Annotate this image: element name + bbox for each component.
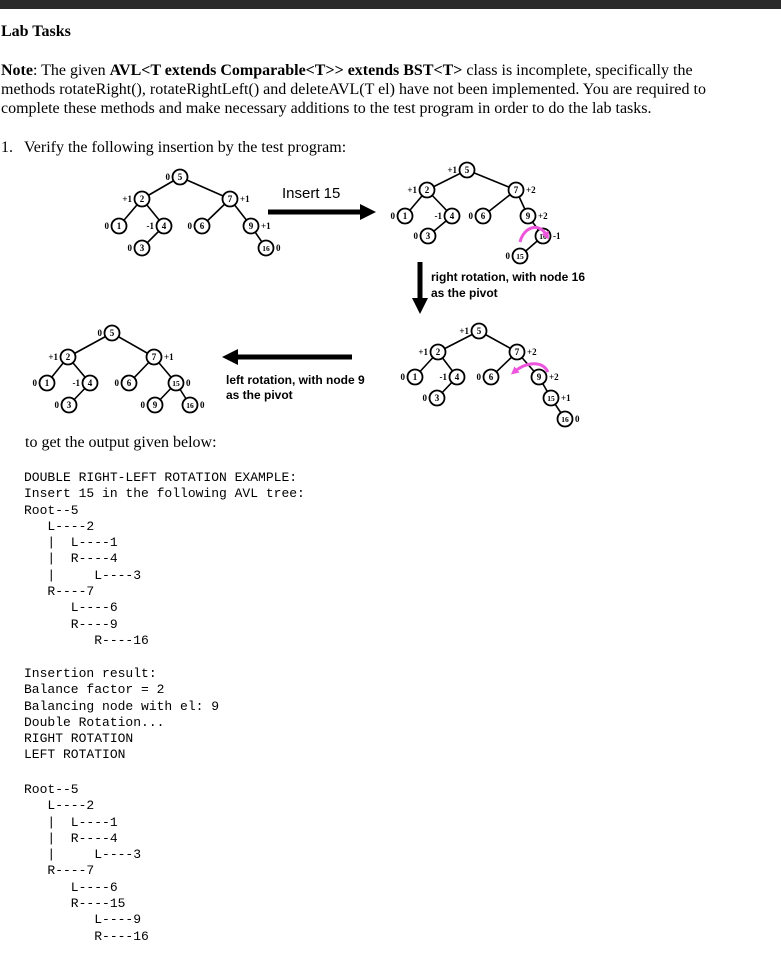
console-output-initial-tree: DOUBLE RIGHT-LEFT ROTATION EXAMPLE: Insert 15 in the following AVL tree: Root--5 L----2 | L----1 | R----4 | L----3 R----7 L----6 R----9 R----16	[24, 470, 305, 648]
note-text-2: class is incomplete, specifically the	[462, 62, 693, 79]
balance-factor: 0	[413, 231, 418, 241]
balance-factor: +2	[526, 185, 536, 195]
console-output-final-tree: Root--5 L----2 | L----1 | R----4 | L----3 R----7 L----6 R----15 L----9 R----16	[24, 782, 149, 944]
output-lead-text: to get the output given below:	[25, 434, 217, 451]
node-value: 6	[126, 378, 132, 388]
balance-factor: -1	[439, 372, 447, 382]
node-value: 2	[65, 352, 71, 362]
node-value: 7	[227, 194, 233, 204]
node-value: 9	[152, 400, 158, 410]
node-value: 9	[525, 211, 531, 221]
node-value: 6	[488, 372, 494, 382]
node-value: 1	[116, 221, 122, 231]
balance-factor: -1	[434, 211, 442, 221]
node-value: 9	[248, 221, 254, 231]
tree-initial	[105, 170, 282, 256]
node-value: 4	[449, 211, 455, 221]
balance-factor: -1	[146, 221, 154, 231]
balance-factor: 0	[476, 372, 481, 382]
balance-factor: +1	[561, 393, 571, 403]
balance-factor: 0	[400, 372, 405, 382]
task-text: Verify the following insertion by the test program:	[24, 139, 347, 156]
insert-arrow-head	[360, 204, 376, 220]
right-rotation-arrow-head	[412, 298, 428, 314]
node-value: 5	[476, 326, 482, 336]
balance-factor: +1	[447, 165, 457, 175]
balance-factor: 0	[32, 378, 37, 388]
node-value: 9	[536, 372, 542, 382]
right-rotation-label-1: right rotation, with node 16	[431, 270, 585, 284]
node-value: 3	[425, 231, 431, 241]
balance-factor: +1	[418, 347, 428, 357]
balance-factor: 0	[165, 172, 170, 182]
balance-factor: +2	[549, 372, 559, 382]
balance-factor: +2	[538, 211, 548, 221]
balance-factor: 0	[422, 393, 427, 403]
node-value: 4	[87, 378, 93, 388]
balance-factor: 0	[187, 221, 192, 231]
node-value: 6	[199, 221, 205, 231]
balance-factor: +1	[459, 326, 469, 336]
node-value: 5	[177, 172, 183, 182]
insert-label: Insert 15	[282, 185, 341, 202]
balance-factor: 0	[104, 221, 109, 231]
note-line-1	[1, 61, 758, 80]
note-paragraph	[1, 61, 758, 118]
node-value: 15	[547, 394, 555, 403]
node-value: 7	[514, 347, 520, 357]
task-number: 1.	[1, 139, 13, 156]
balance-factor: 0	[114, 378, 119, 388]
node-value: 4	[454, 372, 460, 382]
balance-factor: 0	[468, 211, 473, 221]
balance-factor: 0	[97, 328, 102, 338]
left-rotation-label-2: as the pivot	[226, 388, 293, 402]
balance-factor: 0	[54, 400, 59, 410]
node-value: 7	[513, 185, 519, 195]
balance-factor: 0	[200, 400, 205, 410]
node-value: 1	[412, 372, 418, 382]
balance-factor: +1	[164, 352, 174, 362]
node-value: 1	[402, 211, 408, 221]
node-value: 6	[480, 211, 486, 221]
note-label: Note	[1, 62, 33, 79]
node-value: 16	[186, 401, 194, 410]
node-value: 2	[435, 347, 441, 357]
tree-final	[33, 326, 206, 413]
node-value: 16	[539, 232, 547, 241]
balance-factor: +1	[48, 352, 58, 362]
window-top-bar	[0, 0, 781, 9]
balance-factor: 0	[186, 378, 191, 388]
balance-factor: +2	[527, 347, 537, 357]
node-value: 15	[172, 379, 180, 388]
section-heading: Lab Tasks	[1, 23, 71, 40]
balance-factor: 0	[276, 243, 281, 253]
note-line-3: complete these methods and make necessary additions to the test program in order to do the lab tasks.	[1, 100, 652, 117]
node-value: 16	[262, 244, 270, 253]
right-rotation-label-2: as the pivot	[431, 286, 498, 300]
balance-factor: 0	[390, 211, 395, 221]
left-rotation-label-1: left rotation, with node 9	[226, 373, 365, 387]
balance-factor: +1	[407, 185, 417, 195]
left-rotation-arrow-head	[222, 349, 238, 365]
note-line-2: methods rotateRight(), rotateRightLeft() and deleteAVL(T el) have not been implemented. You are required to	[1, 81, 706, 98]
node-value: 7	[151, 352, 157, 362]
node-value: 3	[434, 393, 440, 403]
tree-after-insert	[391, 163, 561, 264]
balance-factor: 0	[575, 414, 580, 424]
node-value: 16	[561, 415, 569, 424]
class-signature: AVL<T extends Comparable<T>> extends BST<T>	[109, 62, 463, 79]
node-value: 5	[109, 328, 115, 338]
balance-factor: 0	[505, 251, 510, 261]
node-value: 2	[424, 185, 430, 195]
node-value: 5	[464, 165, 470, 175]
node-value: 3	[66, 400, 72, 410]
node-value: 2	[139, 194, 145, 204]
balance-factor: 0	[140, 400, 145, 410]
node-value: 3	[139, 243, 145, 253]
balance-factor: +1	[240, 194, 250, 204]
node-value: 1	[44, 378, 50, 388]
tree-after-right-rotation	[401, 324, 581, 427]
node-value: 4	[161, 221, 167, 231]
console-output-insertion-result: Insertion result: Balance factor = 2 Balancing node with el: 9 Double Rotation... RIGHT ROTATION LEFT ROTATION	[24, 666, 220, 763]
balance-factor: -1	[72, 378, 80, 388]
avl-rotation-figure	[0, 150, 781, 435]
note-text-1: : The given	[32, 62, 110, 79]
balance-factor: -1	[553, 231, 561, 241]
balance-factor: +1	[122, 194, 132, 204]
balance-factor: +1	[261, 221, 271, 231]
balance-factor: 0	[127, 243, 132, 253]
node-value: 15	[516, 252, 524, 261]
